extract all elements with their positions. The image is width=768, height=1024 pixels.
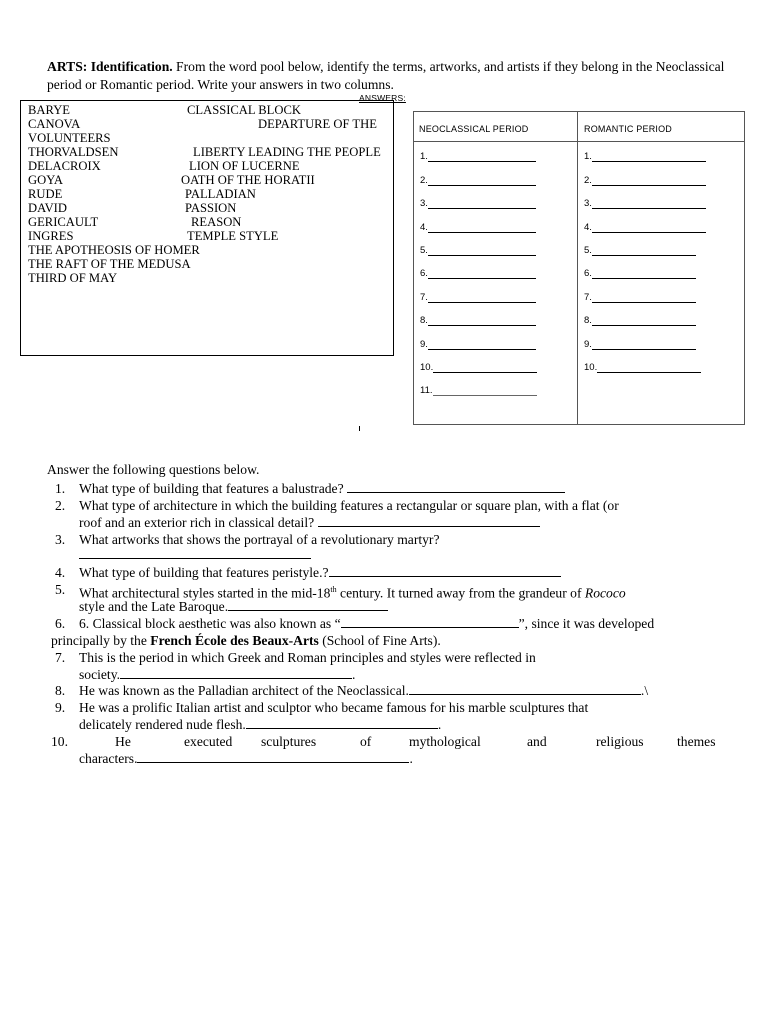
answer-number: 3. [584,198,592,209]
romantic-answer-line[interactable] [584,151,706,163]
neoclassical-answer-line[interactable] [420,268,536,280]
answer-blank[interactable] [228,598,388,611]
pool-word: THE APOTHEOSIS OF HOMER [28,243,200,257]
pool-word: INGRES [28,229,74,243]
answer-number: 1. [420,151,428,162]
answer-number: 4. [584,222,592,233]
pool-word: LIBERTY LEADING THE PEOPLE [193,145,381,159]
word-pool-box [20,100,394,356]
question-word: of [360,734,372,749]
question-text: He was known as the Palladian architect of the Neoclassical. [79,683,409,698]
answer-number: 10. [420,362,434,373]
pool-word: REASON [191,215,242,229]
question-text: delicately rendered nude flesh. [79,717,246,732]
answer-blank[interactable] [120,666,352,679]
question-number: 10. [51,734,68,749]
pool-word: LION OF LUCERNE [189,159,300,173]
romantic-answer-line[interactable] [584,292,696,304]
pool-word: GOYA [28,173,63,187]
question-text: characters. [79,751,138,766]
neoclassical-answer-line[interactable] [420,292,536,304]
answer-blank[interactable] [318,514,540,527]
answer-number: 4. [420,222,428,233]
question-text: style and the Late Baroque. [79,599,229,614]
pool-word: OATH OF THE HORATII [181,173,315,187]
question-word: mythological [409,734,481,749]
pool-word: CANOVA [28,117,81,131]
romantic-answer-line[interactable] [584,315,696,327]
question-number: 6. [55,616,66,631]
romantic-answer-line[interactable] [584,175,706,187]
question-text: principally by the [51,633,151,648]
question-italic: Rococo [584,585,626,601]
question-word: religious [596,734,644,749]
question-text: What type of building that features a balustrade? [79,481,347,496]
romantic-answer-line[interactable] [584,198,706,210]
neoclassical-answer-line[interactable] [420,385,537,397]
question-text: . [352,667,356,682]
pool-word: DEPARTURE OF THE [258,117,377,131]
answer-number: 8. [420,315,428,326]
answer-number: 7. [584,292,592,303]
pool-word: THIRD OF MAY [28,271,118,285]
pool-word: DELACROIX [28,159,101,173]
pool-word: THORVALDSEN [28,145,119,159]
neoclassical-answer-line[interactable] [420,222,536,234]
question-text: . [437,717,442,732]
neoclassical-answer-line[interactable] [420,339,536,351]
answer-number: 9. [584,339,592,350]
superscript: th [330,585,337,594]
question-number: 4. [55,565,66,580]
question-number: 5. [55,582,66,597]
pool-word: TEMPLE STYLE [187,229,279,243]
answer-blank[interactable] [347,480,565,493]
answer-number: 7. [420,292,428,303]
pool-word: THE RAFT OF THE MEDUSA [28,257,191,271]
neoclassical-answer-line[interactable] [420,175,536,187]
question-word: executed [184,734,233,749]
question-number: 8. [55,683,66,698]
pool-word: CLASSICAL BLOCK [187,103,301,117]
neoclassical-header: NEOCLASSICAL PERIOD [419,124,529,134]
answer-number: 10. [584,362,598,373]
pool-word: BARYE [28,103,70,117]
answer-number: 2. [584,175,592,186]
question-text: What artworks that shows the portrayal of a revolutionary martyr? [79,532,440,547]
question-text: roof and an exterior rich in classical detail? [79,515,318,530]
question-word: sculptures [261,734,317,749]
answer-number: 9. [420,339,428,350]
neoclassical-answer-line[interactable] [420,245,536,257]
answer-number: 5. [420,245,428,256]
answer-number: 11. [420,385,433,396]
neoclassical-answer-line[interactable] [420,198,536,210]
answer-number: 5. [584,245,592,256]
pool-word: DAVID [28,201,67,215]
pool-word: RUDE [28,187,63,201]
question-word: He [115,734,131,749]
romantic-answer-line[interactable] [584,268,696,280]
answer-blank[interactable] [137,750,409,763]
question-number: 7. [55,650,66,665]
stray-mark [359,426,360,431]
neoclassical-answer-line[interactable] [420,315,536,327]
question-number: 1. [55,481,66,496]
question-text: What type of architecture in which the building features a rectangular or square plan, with a flat (or [79,498,619,513]
questions-title: Answer the following questions below. [47,462,260,477]
romantic-answer-line[interactable] [584,362,701,374]
question-number: 3. [55,532,66,547]
instructions-text: From the word pool below, identify the terms, artworks, and artists if they belong in the Neoclassical period or Romantic period. Write your answers in two columns. [47,59,725,92]
romantic-answer-line[interactable] [584,339,696,351]
question-word: and [527,734,547,749]
question-text: society. [79,667,121,682]
question-number: 2. [55,498,66,513]
answer-blank[interactable] [341,615,519,628]
answer-number: 6. [584,268,592,279]
romantic-header: ROMANTIC PERIOD [584,124,673,134]
question-text: century. It turned away from the grandeur of [336,585,585,601]
answer-table [413,111,745,425]
answer-number: 6. [420,268,428,279]
answer-blank[interactable] [409,682,641,695]
answer-blank[interactable] [79,546,311,559]
question-word: themes [677,734,716,749]
pool-word: PASSION [185,201,237,215]
answer-blank[interactable] [329,564,561,577]
pool-word: VOLUNTEERS [28,131,111,145]
question-text: (School of Fine Arts). [318,633,441,648]
romantic-answer-line[interactable] [584,245,696,257]
instructions [47,58,727,94]
question-text: This is the period in which Greek and Roman principles and styles were reflected in [79,650,536,665]
answer-number: 3. [420,198,428,209]
instructions-title: ARTS: Identification. [47,59,173,74]
question-number: 9. [55,700,66,715]
answer-blank[interactable] [246,716,438,729]
question-text: ”, since it was developed [518,616,655,631]
question-text: What type of building that features peristyle.? [79,565,329,580]
question-text: . [409,751,413,766]
question-text: He was a prolific Italian artist and sculptor who became famous for his marble sculptures that [79,700,589,715]
question-bold: French École des Beaux-Arts [150,633,319,648]
question-text: What architectural styles started in the mid-18 [79,585,331,601]
question-text: 6. Classical block aesthetic was also known as “ [79,616,341,631]
pool-word: PALLADIAN [185,187,256,201]
answer-number: 2. [420,175,428,186]
pool-word: GERICAULT [28,215,99,229]
answer-number: 1. [584,151,592,162]
answers-label: ANSWERS: [359,93,406,103]
neoclassical-answer-line[interactable] [420,151,536,163]
answer-number: 8. [584,315,592,326]
neoclassical-answer-line[interactable] [420,362,537,374]
question-text: .\ [640,683,649,698]
romantic-answer-line[interactable] [584,222,706,234]
